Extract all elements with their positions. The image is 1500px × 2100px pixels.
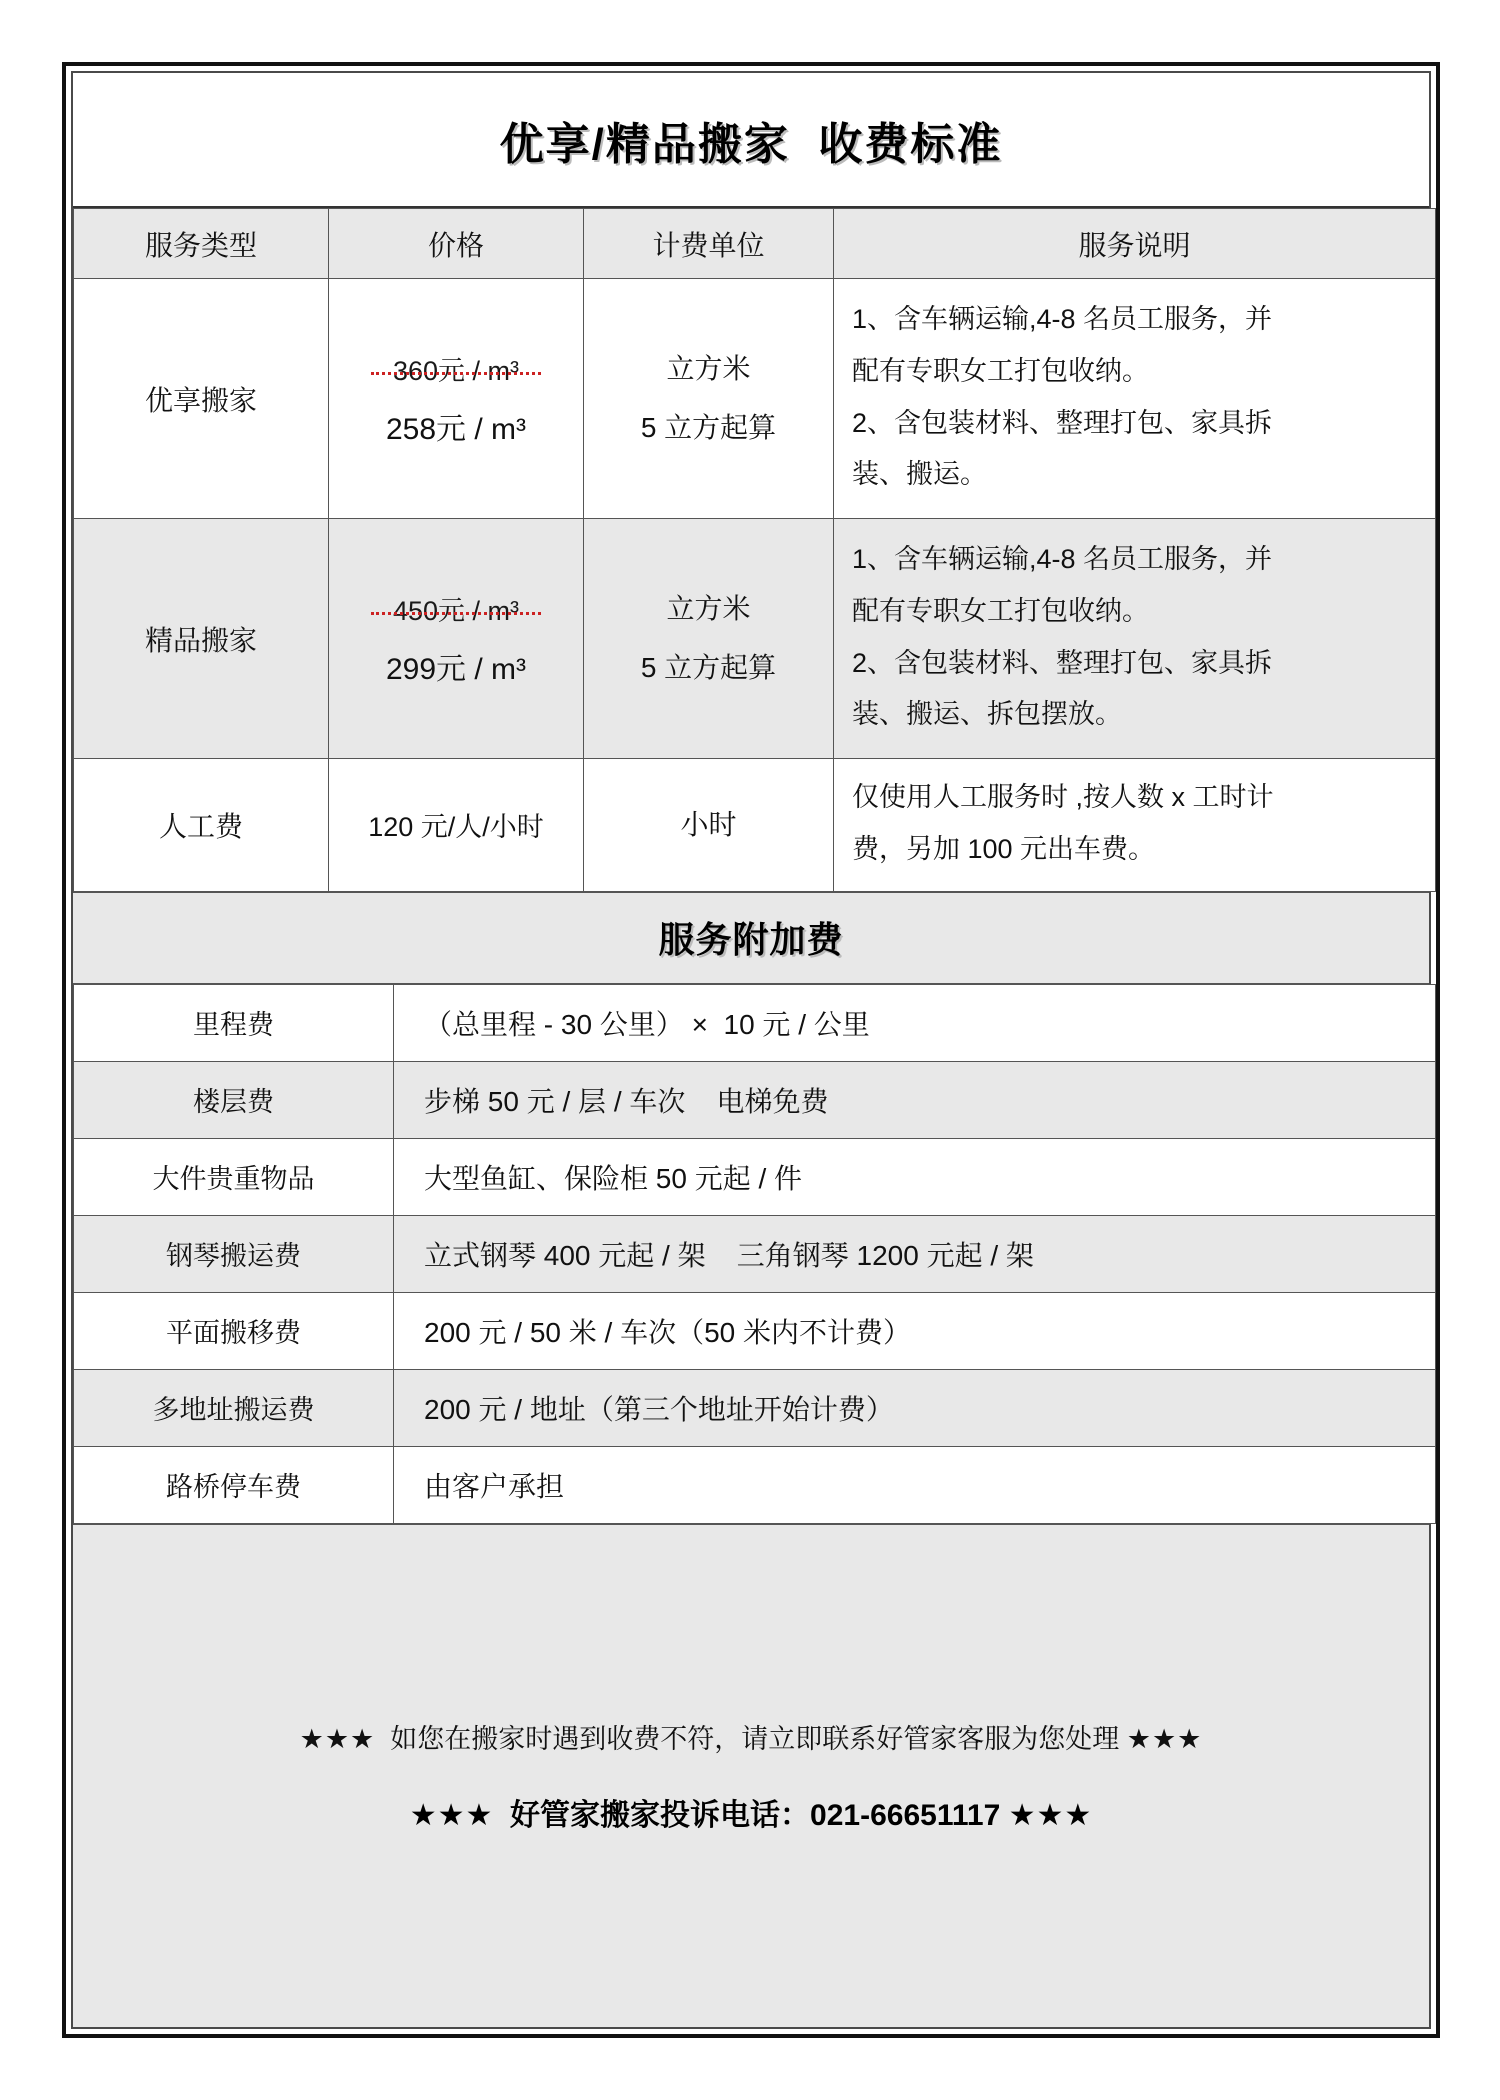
description-line: 配有专职女工打包收纳。 xyxy=(852,355,1149,386)
star-decoration-icon: ★★★ xyxy=(299,1724,376,1755)
current-price: 299元 / m³ xyxy=(385,653,527,686)
description-line: 2、含包装材料、整理打包、家具拆 xyxy=(852,647,1273,678)
footer-complaint-notice xyxy=(300,1717,1203,1756)
current-price: 120 元/人/小时 xyxy=(368,812,544,843)
table-row xyxy=(74,519,1436,759)
table-row xyxy=(74,279,1436,519)
addon-fee-label: 大件贵重物品 xyxy=(74,1138,394,1215)
addon-section-header xyxy=(73,892,1429,984)
description-line: 装、搬运、拆包摆放。 xyxy=(852,699,1122,730)
current-price: 258元 / m³ xyxy=(385,413,527,446)
addon-fee-value: 200 元 / 地址（第三个地址开始计费） xyxy=(394,1369,1436,1446)
pricing-table-body xyxy=(74,279,1436,892)
service-type-cell: 人工费 xyxy=(74,759,329,892)
addon-section-title: 服务附加费 xyxy=(658,919,844,961)
star-decoration-icon: ★★★ xyxy=(1126,1724,1203,1755)
addon-fee-value: （总里程 - 30 公里） × 10 元 / 公里 xyxy=(394,984,1436,1061)
list-item xyxy=(74,1215,1436,1292)
addon-fee-label: 楼层费 xyxy=(74,1061,394,1138)
footer-hotline-text: 好管家搬家投诉电话：021-66651117 xyxy=(510,1799,1001,1833)
price-cell xyxy=(329,279,584,519)
inner-border xyxy=(71,71,1431,2029)
footer-notice xyxy=(73,1524,1429,2027)
billing-unit-line-2: 5 立方起算 xyxy=(640,651,777,683)
price-cell xyxy=(329,519,584,759)
addon-fee-value: 200 元 / 50 米 / 车次（50 米内不计费） xyxy=(394,1292,1436,1369)
table-header-row xyxy=(74,209,1436,279)
addon-fee-value: 立式钢琴 400 元起 / 架 三角钢琴 1200 元起 / 架 xyxy=(394,1215,1436,1292)
addon-fee-label: 平面搬移费 xyxy=(74,1292,394,1369)
price-cell xyxy=(329,759,584,892)
service-description-cell xyxy=(834,279,1436,519)
list-item xyxy=(74,1446,1436,1523)
list-item xyxy=(74,1138,1436,1215)
pricing-table xyxy=(73,208,1436,892)
addon-fee-label: 钢琴搬运费 xyxy=(74,1215,394,1292)
billing-unit-cell xyxy=(584,519,834,759)
service-type-cell: 优享搬家 xyxy=(74,279,329,519)
list-item xyxy=(74,1061,1436,1138)
column-header-description: 服务说明 xyxy=(834,209,1436,279)
addon-fee-value: 由客户承担 xyxy=(394,1446,1436,1523)
description-line: 费，另加 100 元出车费。 xyxy=(852,833,1156,864)
description-line: 2、含包装材料、整理打包、家具拆 xyxy=(852,407,1273,438)
original-price-strikethrough: 360元 / m³ xyxy=(371,349,541,388)
column-header-price: 价格 xyxy=(329,209,584,279)
addon-fee-label: 里程费 xyxy=(74,984,394,1061)
outer-border xyxy=(62,62,1440,2038)
page-title: 优享/精品搬家 收费标准 xyxy=(499,119,1003,169)
star-decoration-icon: ★★★ xyxy=(1008,1799,1093,1833)
footer-notice-text: 如您在搬家时遇到收费不符，请立即联系好管家客服为您处理 xyxy=(390,1724,1120,1755)
original-price-strikethrough: 450元 / m³ xyxy=(371,589,541,628)
billing-unit-line-2: 5 立方起算 xyxy=(640,411,777,443)
billing-unit-line-1: 小时 xyxy=(680,808,737,840)
addon-fee-value: 大型鱼缸、保险柜 50 元起 / 件 xyxy=(394,1138,1436,1215)
service-description-cell xyxy=(834,759,1436,892)
list-item xyxy=(74,1292,1436,1369)
description-line: 装、搬运。 xyxy=(852,459,987,490)
description-line: 配有专职女工打包收纳。 xyxy=(852,595,1149,626)
addon-fees-table xyxy=(73,984,1436,1524)
service-type-cell: 精品搬家 xyxy=(74,519,329,759)
billing-unit-cell xyxy=(584,279,834,519)
billing-unit-line-1: 立方米 xyxy=(666,592,751,624)
description-line: 1、含车辆运输,4-8 名员工服务，并 xyxy=(852,543,1273,574)
addon-fees-body xyxy=(74,984,1436,1523)
addon-fee-label: 多地址搬运费 xyxy=(74,1369,394,1446)
pricing-table-head xyxy=(74,209,1436,279)
description-line: 1、含车辆运输,4-8 名员工服务，并 xyxy=(852,303,1273,334)
addon-fee-value: 步梯 50 元 / 层 / 车次 电梯免费 xyxy=(394,1061,1436,1138)
addon-fee-label: 路桥停车费 xyxy=(74,1446,394,1523)
column-header-service-type: 服务类型 xyxy=(74,209,329,279)
title-bar xyxy=(73,73,1429,208)
billing-unit-line-1: 立方米 xyxy=(666,352,751,384)
list-item xyxy=(74,1369,1436,1446)
description-line: 仅使用人工服务时 ,按人数 x 工时计 xyxy=(852,782,1274,812)
column-header-unit: 计费单位 xyxy=(584,209,834,279)
footer-hotline xyxy=(410,1790,1093,1834)
billing-unit-cell xyxy=(584,759,834,892)
list-item xyxy=(74,984,1436,1061)
service-description-cell xyxy=(834,519,1436,759)
table-row xyxy=(74,759,1436,892)
star-decoration-icon: ★★★ xyxy=(409,1799,494,1833)
